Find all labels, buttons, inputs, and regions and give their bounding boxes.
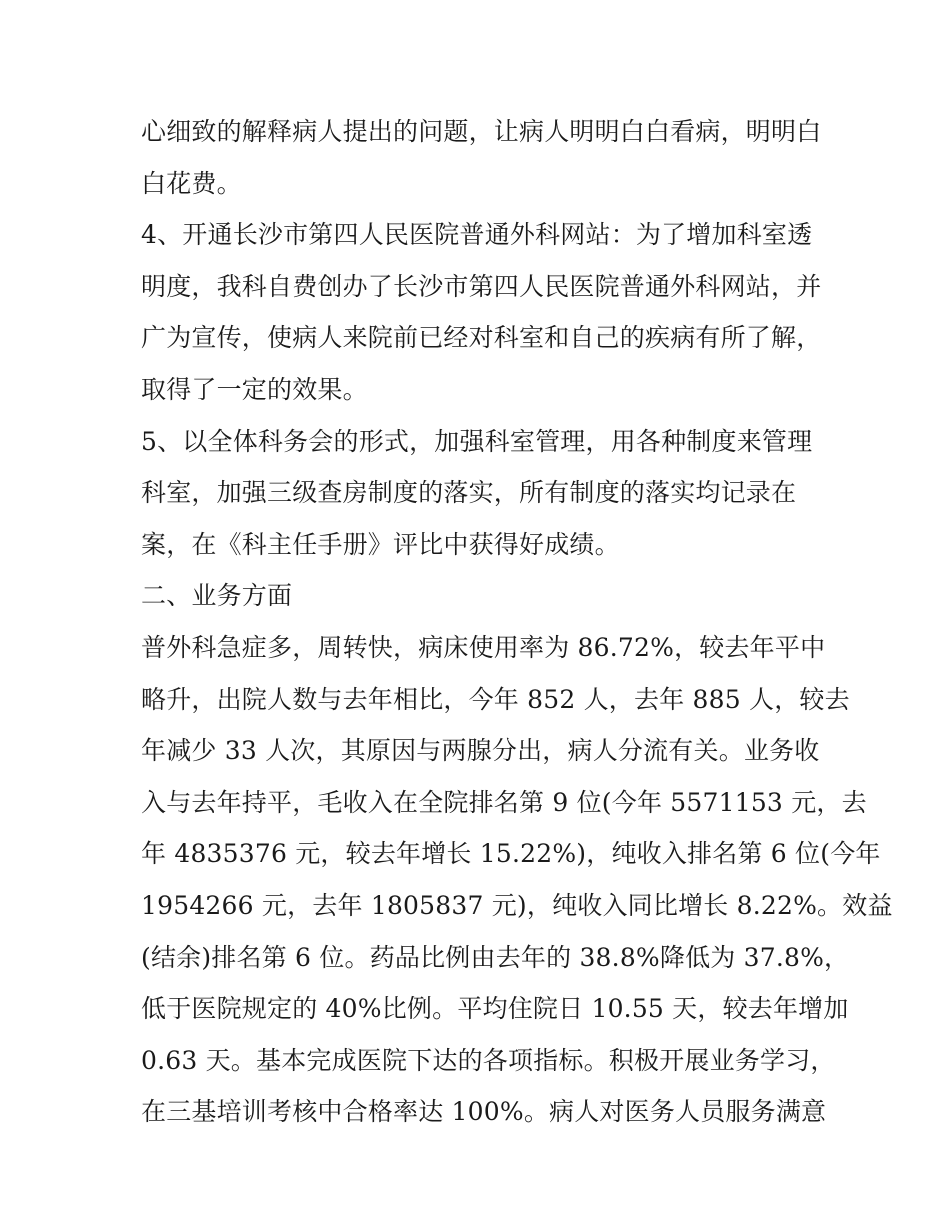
text-line: 科室，加强三级查房制度的落实，所有制度的落实均记录在 — [141, 478, 797, 508]
text-line: 入与去年持平，毛收入在全院排名第 9 位(今年 5571153 元，去 — [141, 787, 867, 817]
text-line: 广为宣传，使病人来院前已经对科室和自己的疾病有所了解， — [141, 323, 822, 353]
text-line: 普外科急症多，周转快，病床使用率为 86.72%，较去年平中 — [141, 632, 826, 662]
text-line: 案，在《科主任手册》评比中获得好成绩。 — [141, 529, 620, 559]
text-line: 在三基培训考核中合格率达 100%。病人对医务人员服务满意 — [141, 1097, 827, 1127]
text-line: (结余)排名第 6 位。药品比例由去年的 38.8%降低为 37.8%， — [141, 942, 850, 972]
text-line: 5、以全体科务会的形式，加强科室管理，用各种制度来管理 — [141, 426, 813, 456]
text-line: 1954266 元，去年 1805837 元)，纯收入同比增长 8.22%。效益 — [141, 890, 893, 920]
text-line: 4、开通长沙市第四人民医院普通外科网站：为了增加科室透 — [141, 220, 813, 250]
text-line: 低于医院规定的 40%比例。平均住院日 10.55 天，较去年增加 — [141, 994, 849, 1024]
text-line: 白花费。 — [141, 168, 242, 198]
section-heading: 二、业务方面 — [141, 581, 293, 611]
text-line: 取得了一定的效果。 — [141, 374, 368, 404]
text-line: 略升，出院人数与去年相比，今年 852 人，去年 885 人，较去 — [141, 684, 850, 714]
text-line: 年 4835376 元，较去年增长 15.22%)，纯收入排名第 6 位(今年 — [141, 839, 881, 869]
document-body — [141, 106, 893, 1138]
text-line: 心细致的解释病人提出的问题，让病人明明白白看病，明明白 — [141, 117, 822, 146]
text-line: 0.63 天。基本完成医院下达的各项指标。积极开展业务学习， — [141, 1045, 836, 1075]
text-line: 明度，我科自费创办了长沙市第四人民医院普通外科网站，并 — [141, 271, 822, 301]
text-line: 年减少 33 人次，其原因与两腺分出，病人分流有关。业务收 — [141, 736, 820, 766]
